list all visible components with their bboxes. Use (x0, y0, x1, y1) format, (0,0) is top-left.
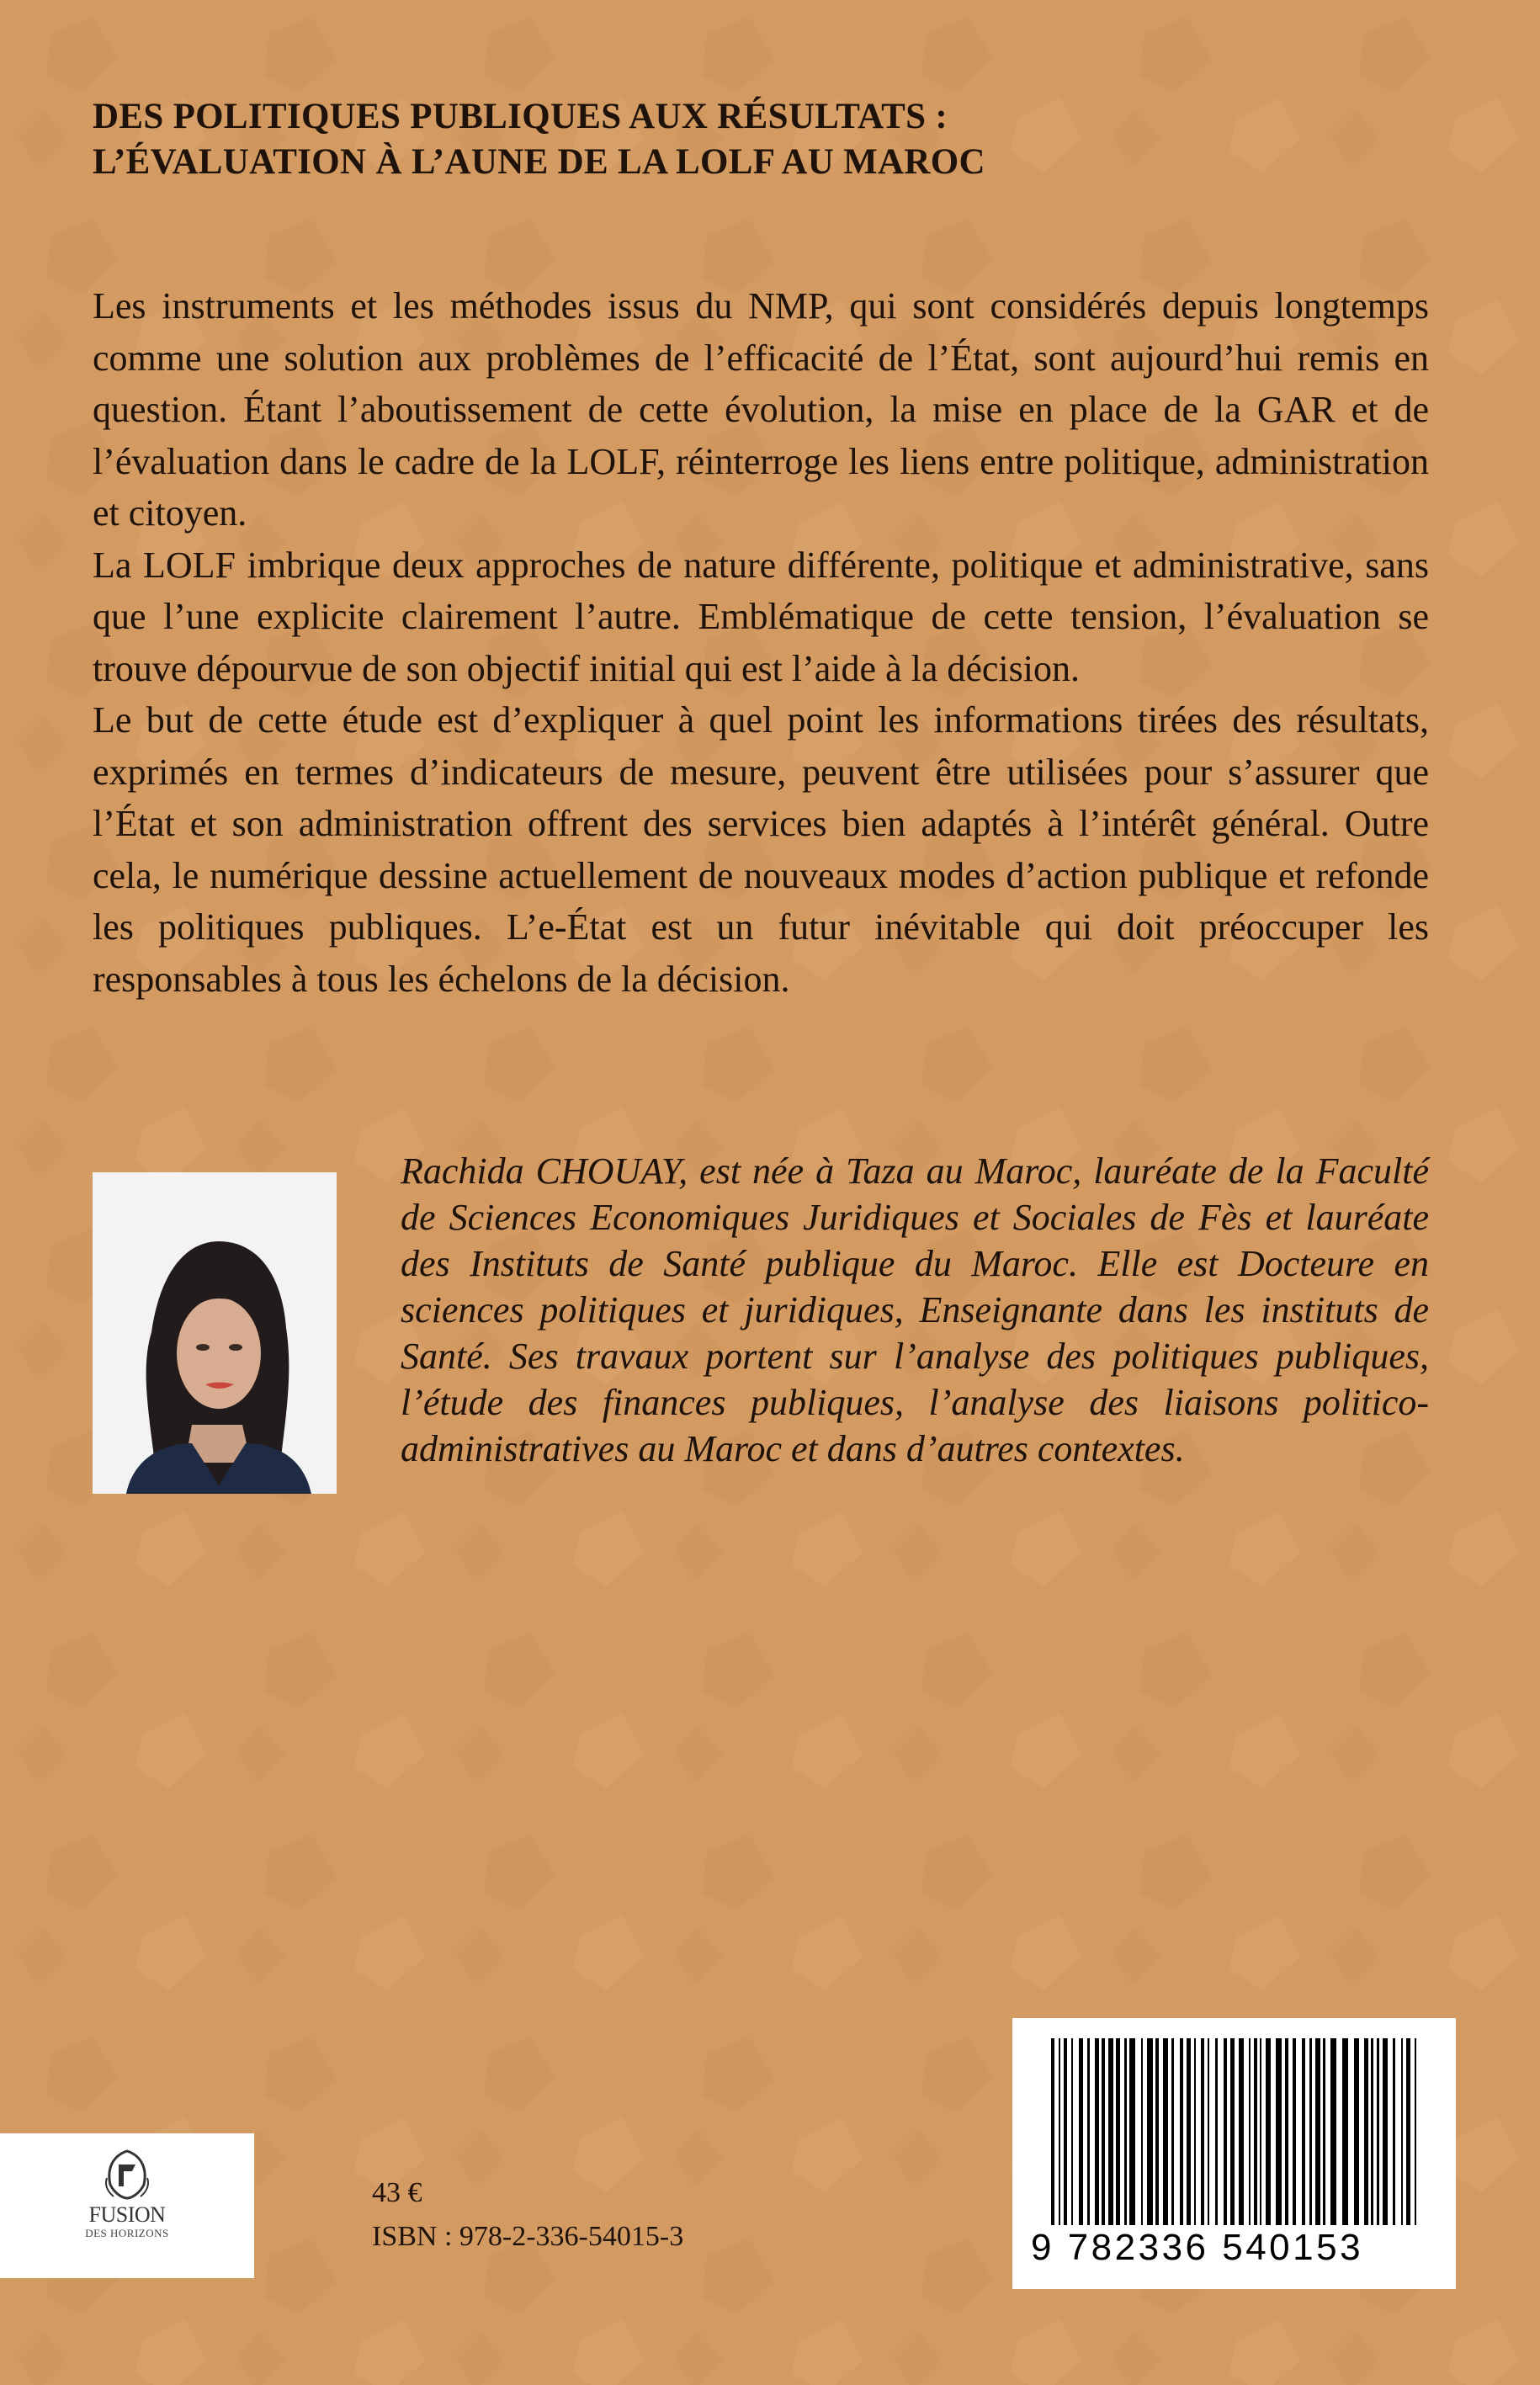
barcode-bar (1285, 2038, 1288, 2225)
barcode-digits: 9 782336 540153 (1031, 2227, 1364, 2268)
barcode-bar (1187, 2038, 1191, 2225)
barcode-bar (1330, 2038, 1336, 2225)
barcode-bar (1180, 2038, 1183, 2225)
summary-paragraph: Les instruments et les méthodes issus du NMP, qui sont considérés depuis longtemps comme une solution aux problèmes de l’efficacité de l’État, sont aujourd’hui remis en question. Étant l’aboutissement de cette évolution, la mise en place de la GAR et de l’évaluation dans le cadre de la LOLF, réinterroge les liens entre politique, administration et citoyen. (93, 285, 1429, 534)
barcode-bar (1354, 2038, 1359, 2225)
barcode-bar (1059, 2038, 1060, 2225)
barcode-bar (1215, 2038, 1218, 2225)
book-title (93, 94, 1473, 185)
barcode-bar (1260, 2038, 1261, 2225)
barcode-bar (1371, 2038, 1373, 2225)
publisher-name-sub: DES HORIZONS (85, 2227, 169, 2239)
summary-paragraph: Le but de cette étude est d’expliquer à quel point les informations tirées des résultats, exprimés en termes d’indicateurs de mesure, peuvent être utilisées pour s’assurer que l’État et son administration offrent des services bien adaptés à l’intérêt général. Outre cela, le numérique dessine actuellement de nouveaux modes d’action publique et refonde les politiques publiques. L’e-État est un futur inévitable qui doit préoccuper les responsables à tous les échelons de la décision. (93, 699, 1429, 1000)
barcode-bar (1064, 2038, 1067, 2225)
barcode-bar (1079, 2038, 1083, 2225)
summary-text (93, 280, 1429, 1005)
author-photo (93, 1172, 337, 1494)
barcode-bar (1364, 2038, 1368, 2225)
barcode-bar (1230, 2038, 1235, 2225)
price: 43 € (372, 2177, 422, 2208)
barcode-bar (1071, 2038, 1073, 2225)
barcode-bar (1108, 2038, 1113, 2225)
barcode-bar (1401, 2038, 1403, 2225)
publisher-logo (0, 2133, 254, 2278)
barcode-bar (1342, 2038, 1348, 2225)
barcode-bar (1323, 2038, 1325, 2225)
barcode-bar (1124, 2038, 1127, 2225)
author-bio: Rachida CHOUAY, est née à Taza au Maroc, lauréate de la Faculté de Sciences Economiques Juridiques et Sociales de Fès et lauréate des Instituts de Santé publique du Maroc. Elle est Docteure en sciences politiques et juridiques, Enseignante dans les instituts de Santé. Ses travaux portent sur l’analyse des politiques publiques, l’étude des finances publiques, l’analyse des liaisons politico-administratives au Maroc et dans d’autres contextes. (401, 1150, 1429, 1469)
barcode-bar (1163, 2038, 1168, 2225)
barcode (1012, 2018, 1456, 2289)
barcode-bar (1095, 2038, 1099, 2225)
summary-paragraph: La LOLF imbrique deux approches de nature différente, politique et administrative, sans que l’une explicite clairement l’autre. Emblématique de cette tension, l’évaluation se trouve dépourvue de son objectif initial qui est l’aide à la décision. (93, 544, 1429, 689)
barcode-bar (1224, 2038, 1227, 2225)
barcode-bar (1201, 2038, 1204, 2225)
barcode-bar (1147, 2038, 1153, 2225)
isbn: ISBN : 978-2-336-54015-3 (372, 2221, 684, 2252)
title-line-2: L’ÉVALUATION À L’AUNE DE LA LOLF AU MAROC (93, 142, 985, 182)
barcode-bar (1377, 2038, 1379, 2225)
barcode-bar (1309, 2038, 1312, 2225)
barcode-bar (1415, 2038, 1416, 2225)
barcode-bar (1302, 2038, 1305, 2225)
barcode-bar (1315, 2038, 1320, 2225)
barcode-bar (1087, 2038, 1090, 2225)
barcode-bar (1129, 2038, 1135, 2225)
barcode-bar (1266, 2038, 1271, 2225)
title-line-1: DES POLITIQUES PUBLIQUES AUX RÉSULTATS : (93, 97, 948, 136)
barcode-bar (1116, 2038, 1120, 2225)
barcode-bar (1051, 2038, 1054, 2225)
barcode-bar (1293, 2038, 1296, 2225)
barcode-bar (1102, 2038, 1105, 2225)
barcode-bar (1155, 2038, 1159, 2225)
barcode-bar (1393, 2038, 1395, 2225)
barcode-bar (1239, 2038, 1244, 2225)
barcode-bar (1276, 2038, 1282, 2225)
barcode-bar (1208, 2038, 1209, 2225)
barcode-bar (1406, 2038, 1410, 2225)
barcode-bar (1254, 2038, 1257, 2225)
publisher-emblem-icon (102, 2148, 152, 2202)
barcode-bar (1194, 2038, 1196, 2225)
barcode-bar (1249, 2038, 1251, 2225)
barcode-bar (1171, 2038, 1174, 2225)
publisher-name: FUSION (88, 2202, 166, 2227)
barcode-bar (1141, 2038, 1143, 2225)
barcode-bar (1383, 2038, 1388, 2225)
